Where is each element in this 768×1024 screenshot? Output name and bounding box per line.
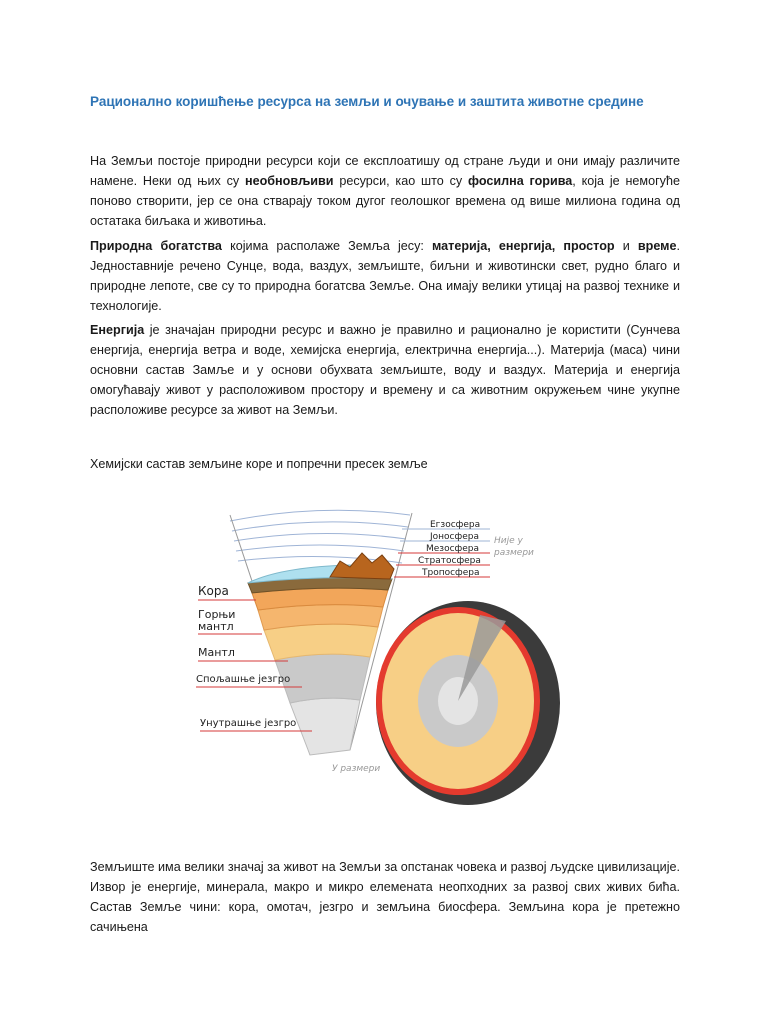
paragraph-energy xyxy=(90,320,680,420)
document-title: Рационално коришћење ресурса на земљи и очување и заштита животне средине xyxy=(90,94,644,109)
paragraph-natural-resources xyxy=(90,151,680,231)
bold-text-run: Природна богатства xyxy=(90,239,222,253)
label-mesosphere: Мезосфера xyxy=(426,544,480,554)
bold-text-run: Енергија xyxy=(90,323,145,337)
wedge-inner-core xyxy=(290,698,360,755)
bold-text-run: фосилна горива xyxy=(467,174,573,188)
atmosphere-arcs xyxy=(230,510,410,563)
bold-text-run: материја, енергија, простор xyxy=(432,239,615,253)
text-run: , која је немогуће поново створити, јер се она стварају током дугог геолошког времена од више милиона година од остатака биљака и животиња. xyxy=(90,174,680,228)
paragraph-soil: Земљиште има велики значај за живот на Земљи за опстанак човека и развој људске цивилизације. Извор је енергије, минерала, макро и микро елемената неопходних за развој свих живих бића. Састав Земље чини: кора, омотач, језгро и земљина биосфера. Земљина кора је претежно сачињена xyxy=(90,860,680,934)
text-run: и xyxy=(614,239,638,253)
label-ionosphere: Јоносфера xyxy=(430,532,479,542)
note-not-to-scale-line2: размери xyxy=(494,548,534,558)
label-upper-mantle-1: Горњи xyxy=(198,608,236,621)
earth-sphere xyxy=(376,601,560,805)
text-run: је значајан природни ресурс и важно је правилно и рационално је користити (Сунчева енергија, енергија ветра и воде, хемијска енергија, електрична енергија...). Материја (маса) чини основни састав Замље и у основи обухвата земљиште, воду и ваздух. Материја и енергија омогућавају живот у расположивом простору и времену и са животним окружењем чине укупне расположиве ресурсе за живот на Земљи. xyxy=(90,323,680,417)
label-exosphere: Егзосфера xyxy=(430,520,481,530)
text-run: . Једноставније речено Сунце, вода, ваздух, земљиште, биљни и животински свет, рудно благо и природне лепоте, све су то природна богатсва Земље. Она имају велики утицај на развој технике и технологије. xyxy=(90,239,680,313)
text-run: којима располаже Земља јесу: xyxy=(221,239,433,253)
label-crust: Кора xyxy=(198,584,229,598)
label-outer-core: Спољашње језгро xyxy=(196,674,291,685)
text-run: ресурси, као што су xyxy=(333,174,468,188)
label-inner-core: Унутрашње језгро xyxy=(200,718,297,729)
figure-caption: Хемијски састав земљине коре и попречни пресек земље xyxy=(90,457,428,471)
label-stratosphere: Стратосфера xyxy=(418,556,481,566)
wedge-mantle xyxy=(264,624,378,660)
note-to-scale: У размери xyxy=(332,764,381,774)
text-run: На Земљи постоје природни ресурси који се експлоатишу од стране људи и они имају различите намене. Неки од њих су xyxy=(90,154,680,188)
label-mantle: Мантл xyxy=(198,646,235,659)
earth-cross-section-figure xyxy=(190,505,590,805)
note-not-to-scale-line1: Није у xyxy=(494,536,523,546)
earth-cross-section-image xyxy=(190,505,590,805)
paragraph-natural-wealth xyxy=(90,236,680,316)
bold-text-run: необновљиви xyxy=(244,174,334,188)
label-upper-mantle-2: мантл xyxy=(198,620,234,633)
bold-text-run: време xyxy=(637,239,677,253)
label-troposphere: Тропосфера xyxy=(422,568,480,578)
atmosphere-labels xyxy=(394,520,534,578)
